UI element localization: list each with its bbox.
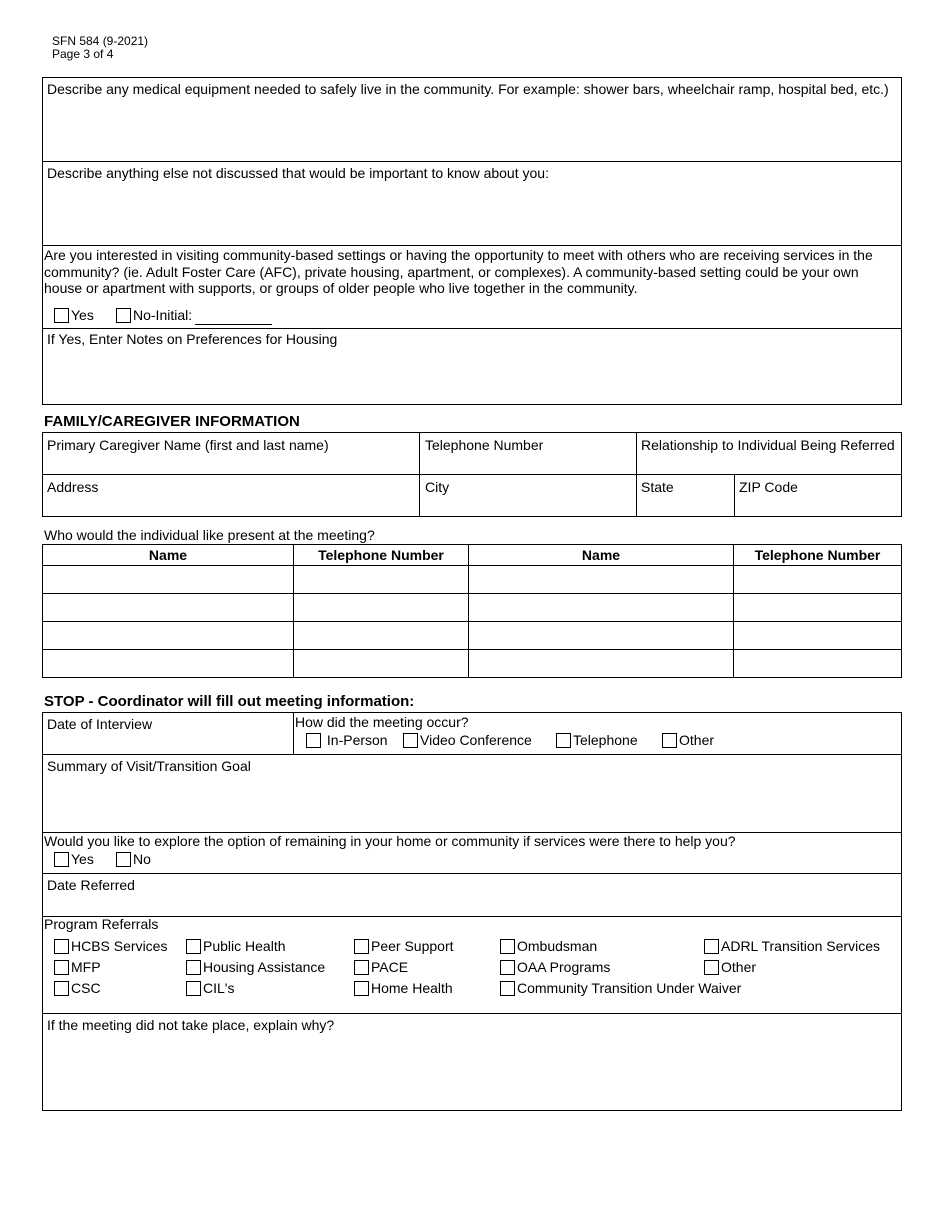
anything-else-label: Describe anything else not discussed that would be important to know about you: [47, 165, 549, 181]
summary-field[interactable] [43, 777, 901, 831]
family-section-title: FAMILY/CAREGIVER INFORMATION [44, 413, 300, 430]
row-divider [43, 649, 901, 650]
row-divider [43, 1013, 901, 1014]
summary-label: Summary of Visit/Transition Goal [47, 758, 251, 774]
caregiver-name-field[interactable] [43, 455, 418, 473]
state-label: State [641, 479, 674, 495]
explore-no-checkbox[interactable] [116, 852, 131, 867]
program-mfp-option[interactable] [54, 959, 101, 975]
telephone-checkbox[interactable] [556, 733, 571, 748]
in-person-checkbox[interactable] [306, 733, 321, 748]
community-no-option[interactable] [116, 307, 192, 323]
program-oaa-option[interactable] [500, 959, 610, 975]
zip-field[interactable] [735, 497, 901, 515]
row-divider [43, 873, 901, 874]
caregiver-name-label: Primary Caregiver Name (first and last name) [47, 437, 329, 453]
program-community-transition-option[interactable] [500, 980, 741, 996]
divider [43, 328, 901, 329]
mfp-checkbox[interactable] [54, 960, 69, 975]
header-name-2: Name [581, 547, 621, 563]
peer-support-label: Peer Support [371, 938, 454, 954]
program-home-health-option[interactable] [354, 980, 453, 996]
family-table [42, 432, 902, 517]
city-field[interactable] [420, 497, 635, 515]
ombudsman-checkbox[interactable] [500, 939, 515, 954]
explore-yes-option[interactable] [54, 851, 94, 867]
oaa-checkbox[interactable] [500, 960, 515, 975]
explore-no-label: No [133, 851, 151, 867]
mfp-label: MFP [71, 959, 101, 975]
community-transition-checkbox[interactable] [500, 981, 515, 996]
caregiver-telephone-field[interactable] [420, 455, 635, 473]
form-id: SFN 584 (9-2021) [52, 34, 149, 48]
housing-notes-label: If Yes, Enter Notes on Preferences for Housing [47, 331, 338, 347]
address-field[interactable] [43, 497, 418, 515]
program-other-checkbox[interactable] [704, 960, 719, 975]
adrl-label: ADRL Transition Services [721, 938, 880, 954]
program-ombudsman-option[interactable] [500, 938, 597, 954]
program-csc-option[interactable] [54, 980, 101, 996]
coordinator-table [42, 712, 902, 1111]
state-field[interactable] [637, 497, 733, 515]
row-divider [43, 916, 901, 917]
community-transition-label: Community Transition Under Waiver [517, 980, 742, 996]
community-interest-question: Are you interested in visiting community-based settings or having the opportunity to meet with others who are receiving services in the community? (ie. Adult Foster Care (AFC), private housing, apartment, or complexes). A community-based setting could be your own house or apartment with supports, or groups of older people who live together in the community. [44, 247, 873, 296]
no-initial-label: No-Initial: [133, 307, 193, 323]
not-take-place-label: If the meeting did not take place, explain why? [47, 1017, 335, 1033]
divider [43, 161, 901, 162]
explore-no-option[interactable] [116, 851, 151, 867]
community-yes-option[interactable] [54, 307, 94, 323]
explore-yes-label: Yes [71, 851, 94, 867]
housing-notes-field[interactable] [43, 350, 901, 403]
cils-label: CIL's [203, 980, 235, 996]
how-meeting-label: How did the meeting occur? [295, 714, 469, 730]
hcbs-label: HCBS Services [71, 938, 168, 954]
peer-support-checkbox[interactable] [354, 939, 369, 954]
oaa-label: OAA Programs [517, 959, 611, 975]
in-person-option[interactable] [306, 732, 388, 748]
anything-else-field[interactable] [43, 184, 901, 244]
city-label: City [425, 479, 450, 495]
not-take-place-field[interactable] [43, 1036, 901, 1109]
pace-checkbox[interactable] [354, 960, 369, 975]
ombudsman-label: Ombudsman [517, 938, 598, 954]
public-health-checkbox[interactable] [186, 939, 201, 954]
header-name-1: Name [148, 547, 188, 563]
other-meeting-label: Other [679, 732, 715, 748]
address-label: Address [47, 479, 99, 495]
program-pace-option[interactable] [354, 959, 408, 975]
pace-label: PACE [371, 959, 409, 975]
program-referrals-label: Program Referrals [44, 916, 159, 932]
col-divider [293, 713, 294, 754]
personal-info-section [42, 77, 902, 405]
explore-yes-checkbox[interactable] [54, 852, 69, 867]
cils-checkbox[interactable] [186, 981, 201, 996]
row-divider [43, 754, 901, 755]
medical-equipment-label: Describe any medical equipment needed to safely live in the community. For example: shower bars, wheelchair ramp, hospital bed, etc.) [47, 81, 889, 97]
housing-assistance-checkbox[interactable] [186, 960, 201, 975]
program-hcbs-option[interactable] [54, 938, 167, 954]
coordinator-section-title: STOP - Coordinator will fill out meeting information: [44, 693, 415, 710]
relationship-label: Relationship to Individual Being Referred [641, 437, 895, 453]
video-conference-checkbox[interactable] [403, 733, 418, 748]
telephone-option[interactable] [556, 732, 638, 748]
yes-checkbox[interactable] [54, 308, 69, 323]
relationship-field[interactable] [637, 455, 901, 473]
public-health-label: Public Health [203, 938, 286, 954]
other-meeting-option[interactable] [662, 732, 714, 748]
program-adrl-option[interactable] [704, 938, 880, 954]
other-meeting-checkbox[interactable] [662, 733, 677, 748]
row-divider [43, 565, 901, 566]
date-referred-label: Date Referred [47, 877, 135, 893]
video-conference-label: Video Conference [420, 732, 532, 748]
in-person-label: In-Person [326, 732, 388, 748]
hcbs-checkbox[interactable] [54, 939, 69, 954]
row-divider [43, 621, 901, 622]
video-conference-option[interactable] [403, 732, 532, 748]
home-health-label: Home Health [371, 980, 453, 996]
page-number: Page 3 of 4 [52, 47, 114, 61]
program-cils-option[interactable] [186, 980, 234, 996]
csc-label: CSC [71, 980, 101, 996]
form-header [52, 35, 148, 61]
program-housing-assistance-option[interactable] [186, 959, 325, 975]
date-referred-field[interactable] [43, 895, 901, 915]
home-health-checkbox[interactable] [354, 981, 369, 996]
yes-label: Yes [71, 307, 94, 323]
program-peer-support-option[interactable] [354, 938, 454, 954]
attendees-table [42, 544, 902, 678]
no-checkbox[interactable] [116, 308, 131, 323]
program-other-option[interactable] [704, 959, 756, 975]
explore-question: Would you like to explore the option of remaining in your home or community if services were there to help you? [44, 833, 736, 849]
date-of-interview-label: Date of Interview [47, 716, 153, 732]
attendees-question: Who would the individual like present at the meeting? [44, 527, 375, 543]
program-other-label: Other [721, 959, 757, 975]
header-telephone-2: Telephone Number [754, 547, 881, 563]
csc-checkbox[interactable] [54, 981, 69, 996]
divider [43, 245, 901, 246]
housing-assistance-label: Housing Assistance [203, 959, 326, 975]
caregiver-telephone-label: Telephone Number [425, 437, 544, 453]
header-telephone-1: Telephone Number [318, 547, 444, 563]
row-divider [43, 474, 901, 475]
telephone-label: Telephone [573, 732, 638, 748]
medical-equipment-field[interactable] [43, 100, 901, 160]
no-initial-field[interactable] [195, 309, 272, 325]
adrl-checkbox[interactable] [704, 939, 719, 954]
date-of-interview-field[interactable] [43, 734, 292, 753]
program-public-health-option[interactable] [186, 938, 286, 954]
row-divider [43, 593, 901, 594]
zip-label: ZIP Code [739, 479, 798, 495]
